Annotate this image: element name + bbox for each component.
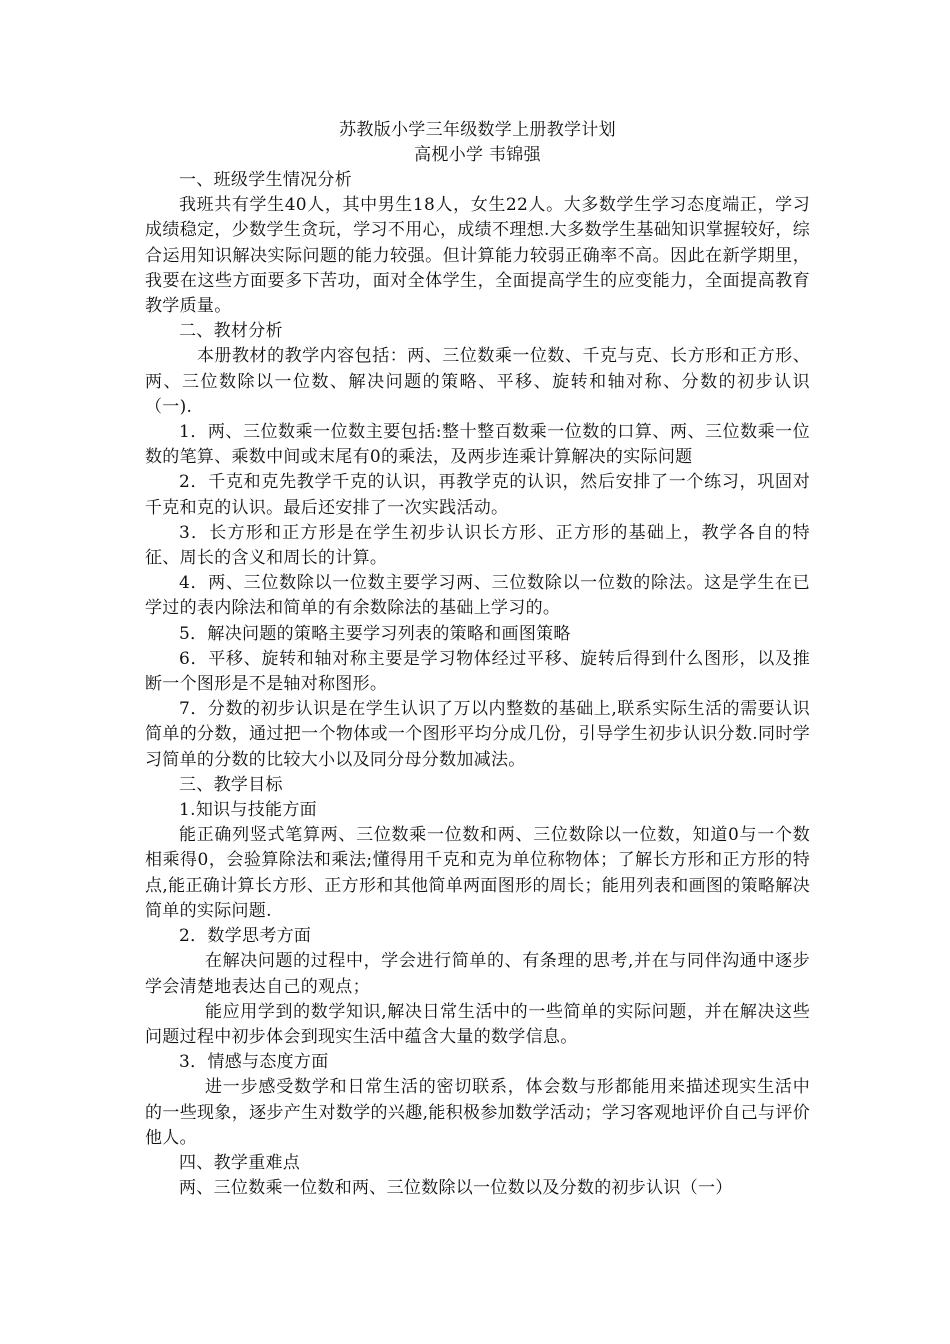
list-item: 6．平移、旋转和轴对称主要是学习物体经过平移、旋转后得到什么图形，以及推断一个图形是不是轴对称图形。 bbox=[145, 648, 810, 695]
paragraph: 能正确列竖式笔算两、三位数乘一位数和两、三位数除以一位数，知道0与一个数相乘得0，会验算除法和乘法;懂得用千克和克为单位称物体；了解长方形和正方形的特点,能正确计算长方形、正方形和其他简单两面图形的周长；能用列表和画图的策略解决简单的实际问题. bbox=[145, 825, 810, 921]
section-heading: 四、教学重难点 bbox=[179, 1152, 301, 1173]
paragraph: 在解决问题的过程中，学会进行简单的、有条理的思考,并在与同伴沟通中逐步学会清楚地表达自己的观点； bbox=[145, 951, 810, 997]
document-title: 苏教版小学三年级数学上册教学计划 bbox=[339, 120, 616, 140]
subsection-heading: 3．情感与态度方面 bbox=[179, 1052, 329, 1073]
section-heading: 三、教学目标 bbox=[179, 774, 283, 795]
paragraph: 两、三位数乘一位数和两、三位数除以一位数以及分数的初步认识（一） bbox=[179, 1178, 733, 1199]
list-item: 2．千克和克先教学千克的认识，再教学克的认识，然后安排了一个练习，巩固对千克和克的认识。最后还安排了一次实践活动。 bbox=[145, 472, 810, 518]
section-heading: 二、教材分析 bbox=[179, 321, 283, 342]
document-page bbox=[145, 118, 810, 1201]
subsection-heading: 1.知识与技能方面 bbox=[179, 800, 317, 821]
section-heading: 一、班级学生情况分析 bbox=[179, 170, 352, 190]
paragraph: 本册教材的教学内容包括：两、三位数乘一位数、千克与克、长方形和正方形、两、三位数除以一位数、解决问题的策略、平移、旋转和轴对称、分数的初步认识（一). bbox=[145, 346, 810, 417]
list-item: 7．分数的初步认识是在学生认识了万以内整数的基础上,联系实际生活的需要认识简单的分数，通过把一个物体或一个图形平均分成几份，引导学生初步认识分数.同时学习简单的分数的比较大小以及同分母分数加减法。 bbox=[145, 699, 810, 770]
subsection-heading: 2．数学思考方面 bbox=[179, 926, 312, 947]
paragraph: 能应用学到的数学知识,解决日常生活中的一些简单的实际问题，并在解决这些问题过程中初步体会到现实生活中蕴含大量的数学信息。 bbox=[145, 1001, 810, 1047]
list-item: 4．两、三位数除以一位数主要学习两、三位数除以一位数的除法。这是学生在已学过的表内除法和简单的有余数除法的基础上学习的。 bbox=[145, 573, 810, 619]
list-item: 5．解决问题的策略主要学习列表的策略和画图策略 bbox=[179, 623, 571, 644]
list-item: 3．长方形和正方形是在学生初步认识长方形、正方形的基础上，教学各自的特征、周长的含义和周长的计算。 bbox=[145, 522, 810, 569]
paragraph: 我班共有学生40人，其中男生18人，女生22人。大多数学生学习态度端正，学习成绩稳定，少数学生贪玩，学习不用心，成绩不理想.大多数学生基础知识掌握较好，综合运用知识解决实际问题的能力较强。但计算能力较弱正确率不高。因此在新学期里，我要在这些方面要多下苦功，面对全体学生，全面提高学生的应变能力，全面提高教育教学质量。 bbox=[145, 195, 810, 317]
document-author: 高枧小学 韦锦强 bbox=[414, 145, 541, 165]
paragraph: 进一步感受数学和日常生活的密切联系，体会数与形都能用来描述现实生活中的一些现象，逐步产生对数学的兴趣,能积极参加数学活动；学习客观地评价自己与评价他人。 bbox=[145, 1077, 810, 1148]
list-item: 1．两、三位数乘一位数主要包括:整十整百数乘一位数的口算、两、三位数乘一位数的笔算、乘数中间或末尾有0的乘法，及两步连乘计算解决的实际问题 bbox=[145, 422, 810, 468]
